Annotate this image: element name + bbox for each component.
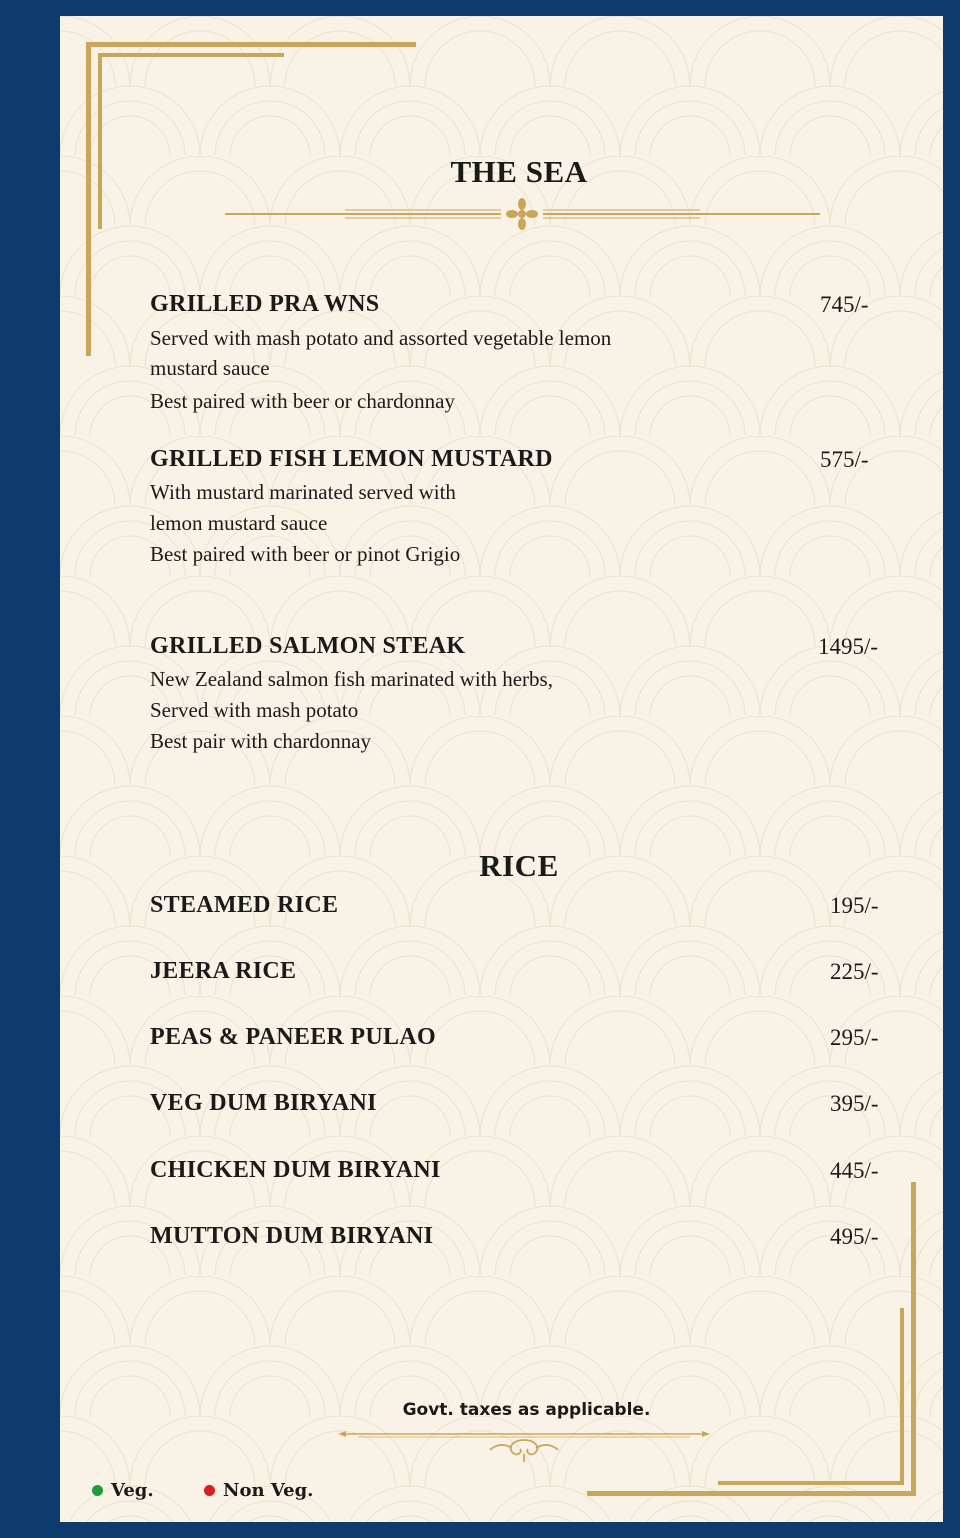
- menu-item-price: 225/-: [830, 959, 879, 984]
- menu-item-description: Served with mash potato and assorted vegetable lemon mustard sauce Best paired with beer or chardonnay: [150, 326, 612, 413]
- footer-ornament-divider: [338, 1424, 710, 1464]
- menu-item-name: CHICKEN DUM BIRYANI: [150, 1157, 441, 1183]
- legend-nonveg: Non Veg.: [204, 1480, 313, 1501]
- menu-item-name: PEAS & PANEER PULAO: [150, 1024, 436, 1050]
- menu-item-name: JEERA RICE: [150, 958, 297, 984]
- menu-item-price: 745/-: [820, 292, 869, 317]
- nonveg-dot-icon: [204, 1485, 215, 1496]
- menu-item-name: VEG DUM BIRYANI: [150, 1090, 377, 1116]
- menu-item-name: GRILLED FISH LEMON MUSTARD: [150, 446, 553, 472]
- menu-item-price: 295/-: [830, 1025, 879, 1050]
- menu-item-name: GRILLED PRA WNS: [150, 291, 380, 317]
- section-title-sea: THE SEA: [450, 154, 588, 189]
- menu-item-name: STEAMED RICE: [150, 892, 339, 918]
- menu-item-price: 1495/-: [818, 634, 879, 659]
- corner-frame-bottom-right-outer-v: [911, 1182, 916, 1496]
- tax-note: Govt. taxes as applicable.: [402, 1400, 651, 1420]
- veg-dot-icon: [92, 1485, 103, 1496]
- scroll-flourish-icon: [490, 1440, 558, 1462]
- corner-frame-top-left-outer-h: [86, 42, 416, 47]
- section-title-rice: RICE: [479, 848, 559, 883]
- menu-item-description: With mustard marinated served with lemon mustard sauce Best paired with beer or pinot Grigio: [150, 480, 461, 566]
- menu-page: [60, 16, 943, 1522]
- menu-item-description: New Zealand salmon fish marinated with herbs, Served with mash potato Best pair with chardonnay: [150, 667, 553, 753]
- corner-frame-bottom-right-inner-v: [900, 1308, 904, 1485]
- corner-frame-top-left-outer-v: [86, 42, 91, 356]
- menu-item-price: 445/-: [830, 1158, 879, 1183]
- menu-item-price: 195/-: [830, 893, 879, 918]
- menu-item-name: MUTTON DUM BIRYANI: [150, 1223, 434, 1249]
- menu-item-price: 575/-: [820, 447, 869, 472]
- swirl-background-pattern: [60, 16, 943, 1522]
- legend-veg: Veg.: [92, 1480, 154, 1501]
- menu-item-price: 495/-: [830, 1224, 879, 1249]
- corner-frame-top-left-inner-h: [98, 53, 284, 57]
- corner-frame-bottom-right-inner-h: [718, 1481, 904, 1485]
- menu-item-price: 395/-: [830, 1091, 879, 1116]
- menu-item-name: GRILLED SALMON STEAK: [150, 633, 466, 659]
- fleur-ornament-icon: [506, 198, 538, 230]
- corner-frame-top-left-inner-v: [98, 53, 102, 229]
- corner-frame-bottom-right-outer-h: [587, 1491, 916, 1496]
- ornament-divider: [225, 198, 825, 230]
